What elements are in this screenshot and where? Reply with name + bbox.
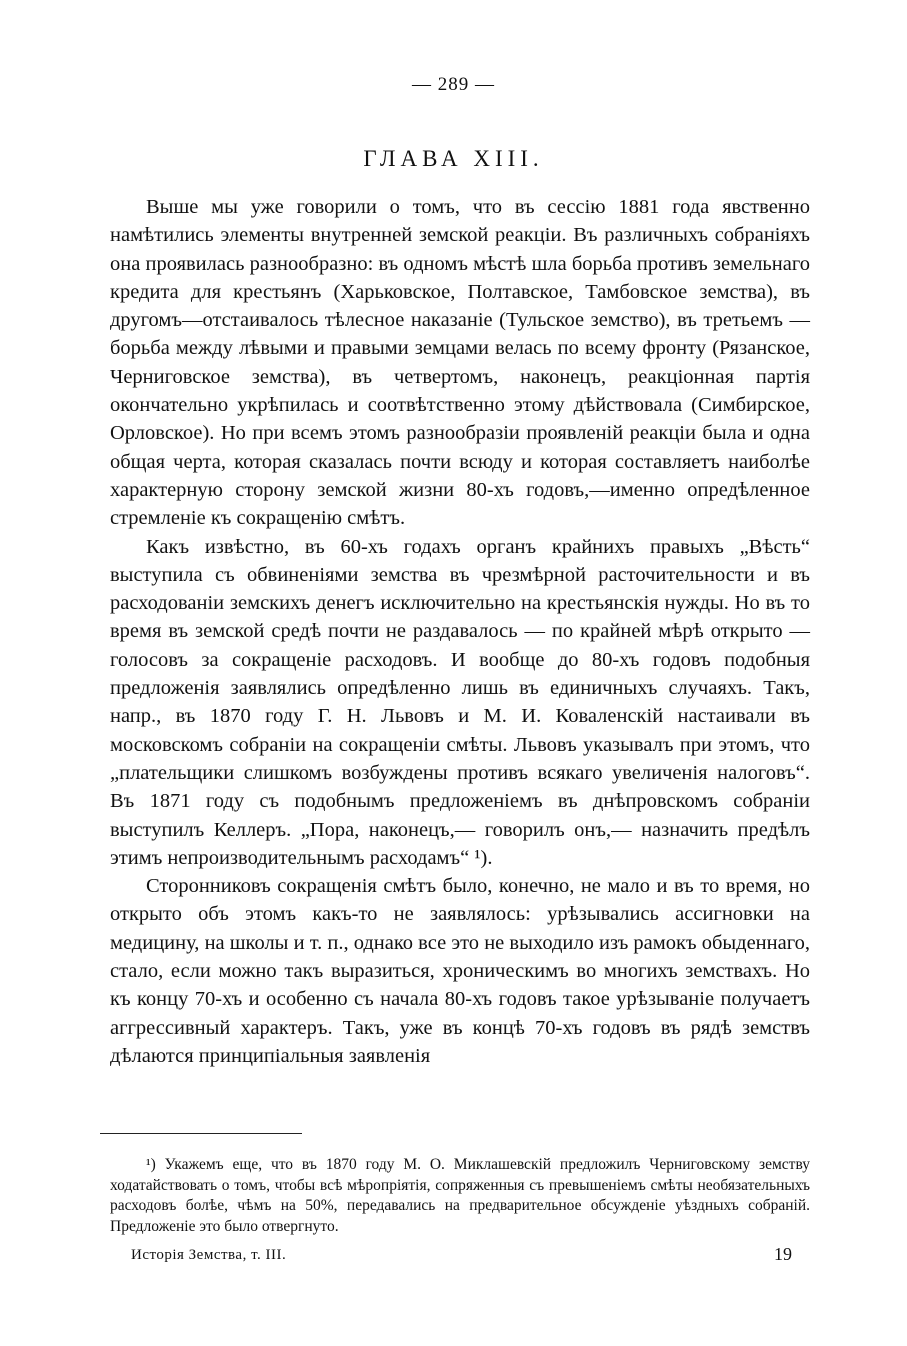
page-number: — 289 —: [412, 74, 495, 95]
chapter-title: ГЛАВА XIII.: [363, 146, 544, 171]
printer-signature: Исторія Земства, т. III.: [131, 1247, 287, 1263]
footnote: ¹) Укажемъ еще, что въ 1870 году М. О. Миклашевскій предложилъ Черниговскому земству ходатайствовать о томъ, чтобы всѣ мѣропріятія, сопряженныя съ превышеніемъ смѣты необязательныхъ расходовъ болѣе, чѣмъ на 50%, передавались на предварительное обсужденіе уѣздныхъ собраній. Предложеніе это было отвергнуто.: [110, 1156, 810, 1235]
paragraph: Какъ извѣстно, въ 60-хъ годахъ органъ крайнихъ правыхъ „Вѣсть“ выступила съ обвиненіями земства въ чрезмѣрной расточительности и въ расходованіи земскихъ денегъ исключительно на крестьянскія нужды. Но въ то время въ земской средѣ почти не раздавалось — по крайней мѣрѣ открыто — голосовъ за сокращеніе расходовъ. И вообще до 80-хъ годовъ подобныя предложенія заявлялись опредѣленно лишь въ единичныхъ случаяхъ. Такъ, напр., въ 1870 году Г. Н. Львовъ и М. И. Коваленскій настаивали въ московскомъ собраніи на сокращеніи смѣты. Львовъ указывалъ при этомъ, что „плательщики слишкомъ возбуждены противъ всякаго увеличенія налоговъ“. Въ 1871 году съ подобнымъ предложеніемъ въ днѣпровскомъ собраніи выступилъ Келлеръ. „Пора, наконецъ,— говорилъ онъ,— назначить предѣлъ этимъ непроизводительнымъ расходамъ“ ¹).: [110, 535, 810, 869]
paragraph: Сторонниковъ сокращенія смѣтъ было, конечно, не мало и въ то время, но открыто объ этомъ какъ-то не заявлялось: урѣзывались ассигновки на медицину, на школы и т. п., однако все это не выходило изъ рамокъ обыденнаго, стало, если можно такъ выразиться, хроническимъ во многихъ земствахъ. Но къ концу 70-хъ и особенно съ начала 80-хъ годовъ такое урѣзываніе получаетъ аггрессивный характеръ. Такъ, уже въ концѣ 70-хъ годовъ въ рядѣ земствъ дѣлаются принципіальныя заявленія: [110, 875, 810, 1067]
footnote-divider: [100, 1133, 302, 1134]
sheet-number: 19: [774, 1244, 792, 1264]
main-text: [110, 193, 810, 1070]
paragraph: Выше мы уже говорили о томъ, что въ сессію 1881 года явственно намѣтились элементы внутренней земской реакціи. Въ различныхъ собраніяхъ она проявилась разнообразно: въ одномъ мѣстѣ шла борьба противъ земельнаго кредита для крестьянъ (Харьковское, Полтавское, Тамбовское земства), въ другомъ—отстаивалось тѣлесное наказаніе (Тульское земство), въ третьемъ — борьба между лѣвыми и правыми земцами велась по всему фронту (Рязанское, Черниговское земства), въ четвертомъ, наконецъ, реакціонная партія окончательно укрѣпилась и соотвѣтственно этому дѣйствовала (Симбирское, Орловское). Но при всемъ этомъ разнообразіи проявленій реакціи была и одна общая черта, которая сказалась почти всюду и которая составляетъ наиболѣе характерную сторону земской жизни 80-хъ годовъ,—именно опредѣленное стремленіе къ сокращенію смѣтъ.: [110, 196, 810, 530]
